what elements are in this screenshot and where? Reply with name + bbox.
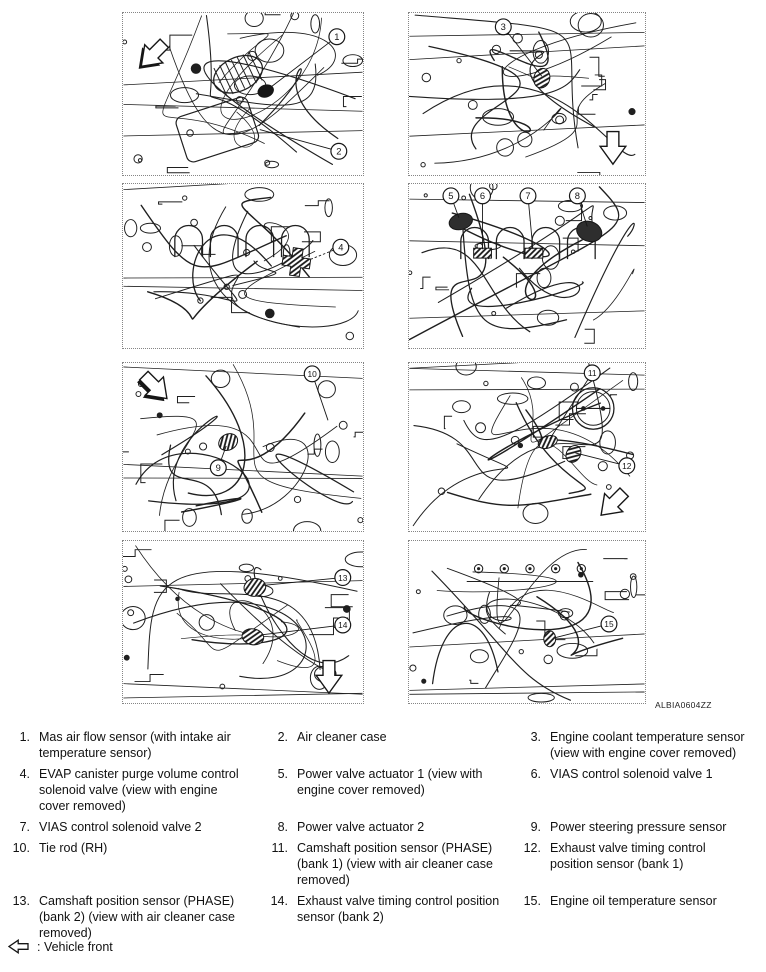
- legend-item: [8, 840, 266, 888]
- legend-item: [266, 893, 519, 941]
- legend-item-text: Power steering pressure sensor: [550, 820, 727, 834]
- svg-text:3: 3: [500, 22, 506, 33]
- svg-text:14: 14: [338, 620, 348, 631]
- legend-item-number: 11.: [271, 841, 288, 855]
- legend-item-text: Power valve actuator 1 (view with engine cover removed): [297, 767, 483, 797]
- legend-item: [8, 729, 266, 761]
- highlighted-part: [525, 248, 543, 258]
- legend-item-number: 15.: [523, 894, 541, 908]
- vehicle-front-arrow: [132, 366, 176, 410]
- vehicle-front-note: [8, 939, 113, 954]
- legend-item: [266, 819, 519, 835]
- legend-item-text: Camshaft position sensor (PHASE) (bank 2) (view with air cleaner case removed): [39, 894, 235, 940]
- figure-image-code: ALBIA0604ZZ: [655, 700, 712, 710]
- highlighted-part: [281, 246, 312, 277]
- svg-text:10: 10: [307, 369, 317, 380]
- svg-text:11: 11: [587, 368, 597, 379]
- figure-panel-6: [408, 362, 646, 532]
- svg-text:1: 1: [334, 31, 340, 42]
- figure-panel-1: [122, 12, 364, 176]
- vehicle-front-arrow: [600, 132, 626, 165]
- highlighted-part: [216, 430, 241, 454]
- svg-text:15: 15: [604, 619, 614, 630]
- highlighted-part: [447, 211, 474, 232]
- legend-item: [8, 766, 266, 814]
- svg-text:7: 7: [525, 191, 531, 202]
- legend-item-text: Power valve actuator 2: [297, 820, 425, 834]
- highlighted-part: [544, 631, 556, 647]
- figure-panel-3: [122, 183, 364, 349]
- callout-14: [262, 617, 351, 635]
- vehicle-front-arrow: [130, 34, 174, 78]
- legend-item: [266, 729, 519, 761]
- svg-text:9: 9: [215, 463, 221, 474]
- legend-item-text: Camshaft position sensor (PHASE) (bank 1) (view with air cleaner case removed): [297, 841, 493, 887]
- svg-text:8: 8: [574, 191, 580, 202]
- legend-item-text: EVAP canister purge volume control solenoid valve (view with engine cover removed): [39, 767, 239, 813]
- valve-cover-art: [467, 565, 593, 582]
- figure-panel-8: [408, 540, 646, 704]
- legend-item: [519, 840, 762, 888]
- legend-item: [519, 893, 762, 941]
- figure-panel-5: [122, 362, 364, 532]
- callout-10: [304, 366, 328, 420]
- highlighted-part: [532, 67, 552, 90]
- legend-item-number: 10.: [12, 841, 30, 855]
- legend-item-number: 6.: [530, 767, 541, 781]
- svg-text:5: 5: [448, 191, 454, 202]
- vehicle-front-arrow-icon: [8, 939, 29, 954]
- figure-panel-7: [122, 540, 364, 704]
- legend-item-text: Engine oil temperature sensor: [550, 894, 717, 908]
- legend-item-number: 14.: [270, 894, 288, 908]
- legend-item-number: 3.: [530, 730, 541, 744]
- air-cleaner-box-art: [174, 95, 260, 163]
- svg-text:12: 12: [622, 461, 632, 472]
- legend-item-text: Air cleaner case: [297, 730, 387, 744]
- svg-text:6: 6: [479, 191, 486, 202]
- figure-panel-2: [408, 12, 646, 176]
- legend-item: [8, 819, 266, 835]
- legend-item-text: Exhaust valve timing control position sensor (bank 1): [550, 841, 706, 871]
- legend-item-number: 7.: [19, 820, 30, 834]
- callout-5: [443, 188, 459, 218]
- svg-text:2: 2: [336, 146, 342, 157]
- legend: [0, 729, 766, 941]
- callout-2: [260, 130, 347, 160]
- legend-item-text: Exhaust valve timing control position sensor (bank 2): [297, 894, 500, 924]
- legend-item: [519, 766, 762, 814]
- legend-item-number: 12.: [523, 841, 541, 855]
- legend-item-number: 8.: [277, 820, 288, 834]
- figure-panel-4: [408, 183, 646, 349]
- legend-item-number: 2.: [277, 730, 288, 744]
- legend-item: [8, 893, 266, 941]
- legend-item: [266, 840, 519, 888]
- legend-item: [266, 766, 519, 814]
- legend-item-text: Mas air flow sensor (with intake air temperature sensor): [39, 730, 231, 760]
- legend-item-text: Tie rod (RH): [39, 841, 108, 855]
- highlighted-part: [536, 433, 559, 451]
- legend-item-text: Engine coolant temperature sensor (view with engine cover removed): [550, 730, 745, 760]
- legend-item: [519, 819, 762, 835]
- highlighted-part: [474, 248, 492, 258]
- svg-text:4: 4: [338, 242, 344, 253]
- vehicle-front-arrow: [592, 483, 633, 524]
- legend-item-number: 5.: [277, 767, 288, 781]
- legend-item-text: VIAS control solenoid valve 1: [550, 767, 713, 781]
- legend-item-number: 9.: [530, 820, 541, 834]
- svg-text:13: 13: [338, 572, 348, 583]
- callout-15: [555, 616, 617, 638]
- vehicle-front-label: : Vehicle front: [37, 939, 113, 954]
- legend-item-text: VIAS control solenoid valve 2: [39, 820, 202, 834]
- legend-item-number: 13.: [12, 894, 30, 908]
- legend-item: [519, 729, 762, 761]
- legend-item-number: 1.: [19, 730, 30, 744]
- legend-item-number: 4.: [19, 767, 30, 781]
